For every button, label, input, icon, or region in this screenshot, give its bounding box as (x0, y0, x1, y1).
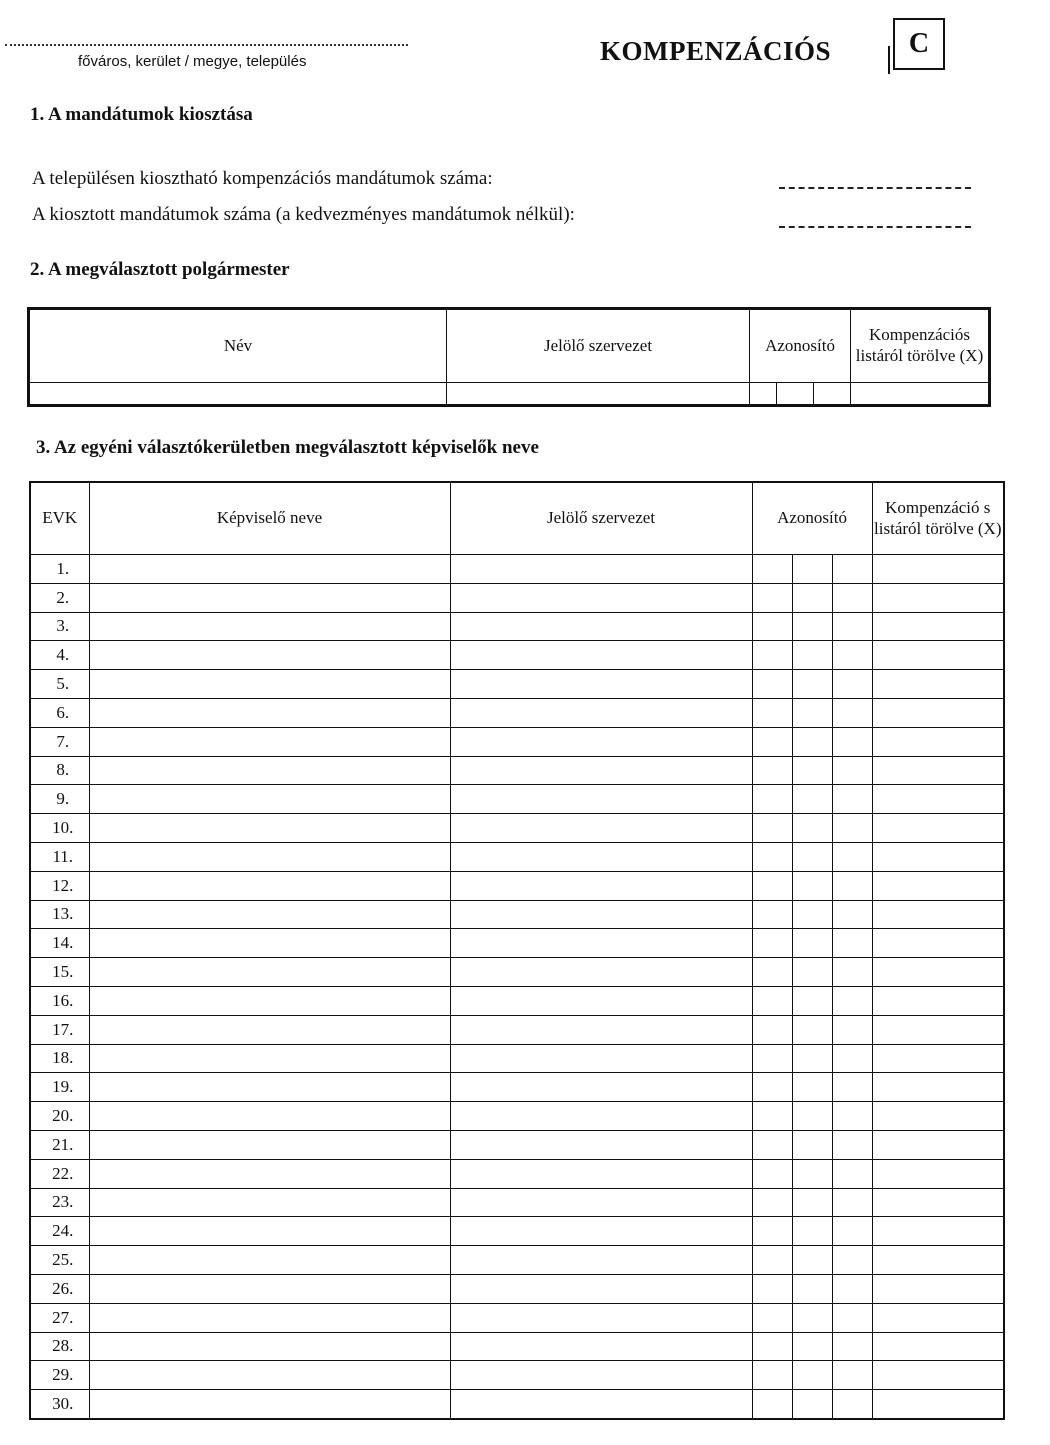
rep-name-cell[interactable] (89, 1188, 450, 1217)
removed-from-list-cell[interactable] (872, 698, 1004, 727)
rep-name-cell[interactable] (89, 900, 450, 929)
id-cell-1[interactable] (752, 1303, 792, 1332)
col-name-header: Név (29, 309, 447, 383)
nominating-org-cell[interactable] (450, 1188, 752, 1217)
table-row (30, 727, 1004, 756)
rep-name-cell[interactable] (89, 1073, 450, 1102)
rep-name-cell[interactable] (89, 929, 450, 958)
nominating-org-cell[interactable] (450, 1274, 752, 1303)
rep-name-cell[interactable] (89, 670, 450, 699)
mayor-table-header (29, 309, 990, 383)
rep-name-cell[interactable] (89, 756, 450, 785)
evk-number-cell: 19. (30, 1073, 89, 1102)
rep-name-cell[interactable] (89, 958, 450, 987)
evk-number-cell: 14. (30, 929, 89, 958)
representatives-table-header (30, 482, 1004, 555)
id-cell-3[interactable] (832, 583, 872, 612)
evk-number-cell: 1. (30, 555, 89, 584)
id-cell-1[interactable] (752, 1274, 792, 1303)
rep-name-cell[interactable] (89, 1246, 450, 1275)
nominating-org-cell[interactable] (450, 1390, 752, 1419)
id-cell-3[interactable] (832, 785, 872, 814)
id-cell-1[interactable] (752, 958, 792, 987)
removed-from-list-cell[interactable] (872, 929, 1004, 958)
rep-name-cell[interactable] (89, 785, 450, 814)
id-cell-2[interactable] (792, 1390, 832, 1419)
rep-name-cell[interactable] (89, 814, 450, 843)
id-cell-2[interactable] (792, 698, 832, 727)
nominating-org-cell[interactable] (450, 986, 752, 1015)
evk-number-cell: 7. (30, 727, 89, 756)
id-cell-2[interactable] (792, 900, 832, 929)
nominating-org-cell[interactable] (450, 958, 752, 987)
section1-title: 1. A mandátumok kiosztása (30, 104, 253, 125)
rep-name-cell[interactable] (89, 1130, 450, 1159)
id-cell-2[interactable] (792, 958, 832, 987)
table-row (30, 1217, 1004, 1246)
removed-from-list-cell[interactable] (872, 1246, 1004, 1275)
removed-from-list-cell[interactable] (872, 871, 1004, 900)
col-nominating-org-header: Jelölő szervezet (450, 482, 752, 555)
id-cell-3[interactable] (832, 1044, 872, 1073)
removed-from-list-cell[interactable] (872, 1361, 1004, 1390)
id-cell-3[interactable] (832, 670, 872, 699)
section2-title: 2. A megválasztott polgármester (30, 259, 290, 280)
evk-number-cell: 24. (30, 1217, 89, 1246)
nominating-org-cell[interactable] (450, 1217, 752, 1246)
rep-name-cell[interactable] (89, 698, 450, 727)
id-cell-3[interactable] (832, 986, 872, 1015)
col-evk-header: EVK (30, 482, 89, 555)
col-removed-from-list-header: Kompenzációs listáról törölve (X) (851, 309, 990, 383)
mayor-removed-cell[interactable] (851, 383, 990, 406)
id-cell-2[interactable] (792, 1044, 832, 1073)
table-row (30, 871, 1004, 900)
id-cell-2[interactable] (792, 1188, 832, 1217)
evk-number-cell: 18. (30, 1044, 89, 1073)
table-row (30, 1044, 1004, 1073)
id-cell-2[interactable] (792, 756, 832, 785)
id-cell-3[interactable] (832, 1102, 872, 1131)
allocated-mandates-field[interactable] (779, 226, 971, 228)
removed-from-list-cell[interactable] (872, 583, 1004, 612)
removed-from-list-cell[interactable] (872, 727, 1004, 756)
evk-number-cell: 15. (30, 958, 89, 987)
evk-number-cell: 22. (30, 1159, 89, 1188)
removed-from-list-cell[interactable] (872, 785, 1004, 814)
removed-from-list-cell[interactable] (872, 756, 1004, 785)
table-row (30, 1332, 1004, 1361)
nominating-org-cell[interactable] (450, 583, 752, 612)
evk-number-cell: 2. (30, 583, 89, 612)
evk-number-cell: 26. (30, 1274, 89, 1303)
table-row (30, 583, 1004, 612)
id-cell-1[interactable] (752, 670, 792, 699)
evk-number-cell: 6. (30, 698, 89, 727)
table-row (30, 756, 1004, 785)
nominating-org-cell[interactable] (450, 1246, 752, 1275)
rep-name-cell[interactable] (89, 1102, 450, 1131)
id-cell-1[interactable] (752, 1073, 792, 1102)
table-row (30, 641, 1004, 670)
rep-name-cell[interactable] (89, 1332, 450, 1361)
mayor-id-cell-2[interactable] (777, 383, 814, 406)
nominating-org-cell[interactable] (450, 1015, 752, 1044)
evk-number-cell: 27. (30, 1303, 89, 1332)
id-cell-2[interactable] (792, 929, 832, 958)
id-cell-2[interactable] (792, 1332, 832, 1361)
id-cell-2[interactable] (792, 871, 832, 900)
id-cell-3[interactable] (832, 612, 872, 641)
id-cell-1[interactable] (752, 929, 792, 958)
allocatable-mandates-field[interactable] (779, 187, 971, 189)
id-cell-2[interactable] (792, 555, 832, 584)
removed-from-list-cell[interactable] (872, 1044, 1004, 1073)
table-row (30, 698, 1004, 727)
place-dotted-line (5, 44, 408, 46)
id-cell-2[interactable] (792, 1361, 832, 1390)
evk-number-cell: 20. (30, 1102, 89, 1131)
table-row (30, 814, 1004, 843)
id-cell-1[interactable] (752, 785, 792, 814)
table-row (30, 1274, 1004, 1303)
rep-name-cell[interactable] (89, 1044, 450, 1073)
nominating-org-cell[interactable] (450, 555, 752, 584)
table-row (30, 612, 1004, 641)
table-row (30, 1015, 1004, 1044)
id-cell-3[interactable] (832, 1361, 872, 1390)
col-rep-name-header: Képviselő neve (89, 482, 450, 555)
removed-from-list-cell[interactable] (872, 1332, 1004, 1361)
nominating-org-cell[interactable] (450, 785, 752, 814)
id-cell-1[interactable] (752, 756, 792, 785)
id-cell-3[interactable] (832, 1246, 872, 1275)
evk-number-cell: 21. (30, 1130, 89, 1159)
table-row (30, 1102, 1004, 1131)
id-cell-3[interactable] (832, 1217, 872, 1246)
table-row (30, 555, 1004, 584)
table-row (30, 1361, 1004, 1390)
evk-number-cell: 10. (30, 814, 89, 843)
removed-from-list-cell[interactable] (872, 555, 1004, 584)
table-row (30, 842, 1004, 871)
rep-name-cell[interactable] (89, 986, 450, 1015)
id-cell-3[interactable] (832, 1159, 872, 1188)
id-cell-2[interactable] (792, 814, 832, 843)
id-cell-1[interactable] (752, 1130, 792, 1159)
nominating-org-cell[interactable] (450, 1130, 752, 1159)
id-cell-1[interactable] (752, 1217, 792, 1246)
nominating-org-cell[interactable] (450, 1361, 752, 1390)
id-cell-3[interactable] (832, 871, 872, 900)
id-cell-2[interactable] (792, 727, 832, 756)
mayor-table (27, 307, 991, 407)
id-cell-2[interactable] (792, 612, 832, 641)
table-row (30, 785, 1004, 814)
removed-from-list-cell[interactable] (872, 1303, 1004, 1332)
removed-from-list-cell[interactable] (872, 1102, 1004, 1131)
mayor-id-cell-3[interactable] (814, 383, 851, 406)
section3-title: 3. Az egyéni választókerületben megválasztott képviselők neve (36, 437, 539, 458)
id-cell-3[interactable] (832, 814, 872, 843)
removed-from-list-cell[interactable] (872, 1015, 1004, 1044)
evk-number-cell: 13. (30, 900, 89, 929)
id-cell-3[interactable] (832, 1274, 872, 1303)
id-cell-1[interactable] (752, 871, 792, 900)
evk-number-cell: 17. (30, 1015, 89, 1044)
evk-number-cell: 29. (30, 1361, 89, 1390)
nominating-org-cell[interactable] (450, 1303, 752, 1332)
removed-from-list-cell[interactable] (872, 1274, 1004, 1303)
table-row (30, 1303, 1004, 1332)
id-cell-2[interactable] (792, 1159, 832, 1188)
id-cell-1[interactable] (752, 641, 792, 670)
nominating-org-cell[interactable] (450, 670, 752, 699)
id-cell-2[interactable] (792, 986, 832, 1015)
removed-from-list-cell[interactable] (872, 1188, 1004, 1217)
table-row (30, 1130, 1004, 1159)
form-title: KOMPENZÁCIÓS (600, 36, 832, 66)
id-cell-3[interactable] (832, 900, 872, 929)
id-cell-3[interactable] (832, 958, 872, 987)
col-identifier-header: Azonosító (750, 309, 851, 383)
id-cell-3[interactable] (832, 1303, 872, 1332)
id-cell-1[interactable] (752, 698, 792, 727)
rep-name-cell[interactable] (89, 641, 450, 670)
id-cell-1[interactable] (752, 1159, 792, 1188)
nominating-org-cell[interactable] (450, 612, 752, 641)
nominating-org-cell[interactable] (450, 1044, 752, 1073)
place-label: főváros, kerület / megye, település (78, 53, 307, 70)
nominating-org-cell[interactable] (450, 929, 752, 958)
id-cell-3[interactable] (832, 1015, 872, 1044)
id-cell-3[interactable] (832, 1332, 872, 1361)
removed-from-list-cell[interactable] (872, 1217, 1004, 1246)
id-cell-2[interactable] (792, 1130, 832, 1159)
removed-from-list-cell[interactable] (872, 1159, 1004, 1188)
id-cell-1[interactable] (752, 1246, 792, 1275)
id-cell-2[interactable] (792, 1274, 832, 1303)
table-row (30, 929, 1004, 958)
removed-from-list-cell[interactable] (872, 814, 1004, 843)
id-cell-2[interactable] (792, 670, 832, 699)
removed-from-list-cell[interactable] (872, 670, 1004, 699)
removed-from-list-cell[interactable] (872, 958, 1004, 987)
id-cell-1[interactable] (752, 1332, 792, 1361)
col-removed-from-list-header: Kompenzáció s listáról törölve (X) (872, 482, 1004, 555)
evk-number-cell: 23. (30, 1188, 89, 1217)
id-cell-3[interactable] (832, 727, 872, 756)
allocated-mandates-label: A kiosztott mandátumok száma (a kedvezményes mandátumok nélkül): (32, 204, 575, 225)
evk-number-cell: 30. (30, 1390, 89, 1419)
table-row (30, 986, 1004, 1015)
removed-from-list-cell[interactable] (872, 641, 1004, 670)
table-row (30, 1246, 1004, 1275)
col-nominating-org-header: Jelölő szervezet (447, 309, 750, 383)
id-cell-3[interactable] (832, 1073, 872, 1102)
evk-number-cell: 9. (30, 785, 89, 814)
id-cell-1[interactable] (752, 583, 792, 612)
id-cell-2[interactable] (792, 1217, 832, 1246)
rep-name-cell[interactable] (89, 1159, 450, 1188)
allocatable-mandates-label: A településen kiosztható kompenzációs mandátumok száma: (32, 168, 493, 189)
mayor-id-cell-1[interactable] (750, 383, 777, 406)
evk-number-cell: 3. (30, 612, 89, 641)
id-cell-3[interactable] (832, 842, 872, 871)
nominating-org-cell[interactable] (450, 871, 752, 900)
nominating-org-cell[interactable] (450, 727, 752, 756)
id-cell-1[interactable] (752, 1188, 792, 1217)
rep-name-cell[interactable] (89, 1390, 450, 1419)
mayor-nominating-org-cell[interactable] (447, 383, 750, 406)
table-row (30, 1390, 1004, 1419)
form-code-tick (888, 46, 890, 74)
id-cell-1[interactable] (752, 1361, 792, 1390)
col-identifier-header: Azonosító (752, 482, 872, 555)
id-cell-1[interactable] (752, 1102, 792, 1131)
mayor-row (29, 383, 990, 406)
table-row (30, 1159, 1004, 1188)
id-cell-3[interactable] (832, 929, 872, 958)
removed-from-list-cell[interactable] (872, 1130, 1004, 1159)
table-row (30, 958, 1004, 987)
mayor-name-cell[interactable] (29, 383, 447, 406)
id-cell-1[interactable] (752, 727, 792, 756)
representatives-table (29, 481, 1005, 1420)
evk-number-cell: 4. (30, 641, 89, 670)
nominating-org-cell[interactable] (450, 641, 752, 670)
rep-name-cell[interactable] (89, 612, 450, 641)
id-cell-1[interactable] (752, 1015, 792, 1044)
id-cell-2[interactable] (792, 842, 832, 871)
removed-from-list-cell[interactable] (872, 1073, 1004, 1102)
id-cell-1[interactable] (752, 555, 792, 584)
id-cell-3[interactable] (832, 756, 872, 785)
evk-number-cell: 12. (30, 871, 89, 900)
evk-number-cell: 5. (30, 670, 89, 699)
id-cell-1[interactable] (752, 814, 792, 843)
rep-name-cell[interactable] (89, 1303, 450, 1332)
evk-number-cell: 25. (30, 1246, 89, 1275)
rep-name-cell[interactable] (89, 842, 450, 871)
id-cell-1[interactable] (752, 842, 792, 871)
rep-name-cell[interactable] (89, 555, 450, 584)
rep-name-cell[interactable] (89, 1274, 450, 1303)
id-cell-1[interactable] (752, 986, 792, 1015)
id-cell-2[interactable] (792, 641, 832, 670)
nominating-org-cell[interactable] (450, 814, 752, 843)
id-cell-2[interactable] (792, 583, 832, 612)
id-cell-1[interactable] (752, 1044, 792, 1073)
removed-from-list-cell[interactable] (872, 986, 1004, 1015)
nominating-org-cell[interactable] (450, 1159, 752, 1188)
rep-name-cell[interactable] (89, 583, 450, 612)
nominating-org-cell[interactable] (450, 900, 752, 929)
id-cell-3[interactable] (832, 1390, 872, 1419)
nominating-org-cell[interactable] (450, 1073, 752, 1102)
id-cell-1[interactable] (752, 1390, 792, 1419)
id-cell-2[interactable] (792, 785, 832, 814)
nominating-org-cell[interactable] (450, 756, 752, 785)
id-cell-3[interactable] (832, 698, 872, 727)
table-row (30, 670, 1004, 699)
id-cell-2[interactable] (792, 1102, 832, 1131)
removed-from-list-cell[interactable] (872, 842, 1004, 871)
nominating-org-cell[interactable] (450, 1332, 752, 1361)
id-cell-1[interactable] (752, 900, 792, 929)
id-cell-3[interactable] (832, 1188, 872, 1217)
rep-name-cell[interactable] (89, 727, 450, 756)
evk-number-cell: 8. (30, 756, 89, 785)
form-code-box: C (893, 18, 945, 70)
table-row (30, 1073, 1004, 1102)
removed-from-list-cell[interactable] (872, 612, 1004, 641)
nominating-org-cell[interactable] (450, 842, 752, 871)
evk-number-cell: 16. (30, 986, 89, 1015)
evk-number-cell: 11. (30, 842, 89, 871)
nominating-org-cell[interactable] (450, 1102, 752, 1131)
rep-name-cell[interactable] (89, 871, 450, 900)
id-cell-2[interactable] (792, 1246, 832, 1275)
nominating-org-cell[interactable] (450, 698, 752, 727)
id-cell-2[interactable] (792, 1015, 832, 1044)
rep-name-cell[interactable] (89, 1217, 450, 1246)
evk-number-cell: 28. (30, 1332, 89, 1361)
id-cell-2[interactable] (792, 1303, 832, 1332)
id-cell-3[interactable] (832, 555, 872, 584)
id-cell-3[interactable] (832, 1130, 872, 1159)
id-cell-1[interactable] (752, 612, 792, 641)
id-cell-2[interactable] (792, 1073, 832, 1102)
rep-name-cell[interactable] (89, 1361, 450, 1390)
removed-from-list-cell[interactable] (872, 900, 1004, 929)
table-row (30, 1188, 1004, 1217)
rep-name-cell[interactable] (89, 1015, 450, 1044)
id-cell-3[interactable] (832, 641, 872, 670)
table-row (30, 900, 1004, 929)
removed-from-list-cell[interactable] (872, 1390, 1004, 1419)
